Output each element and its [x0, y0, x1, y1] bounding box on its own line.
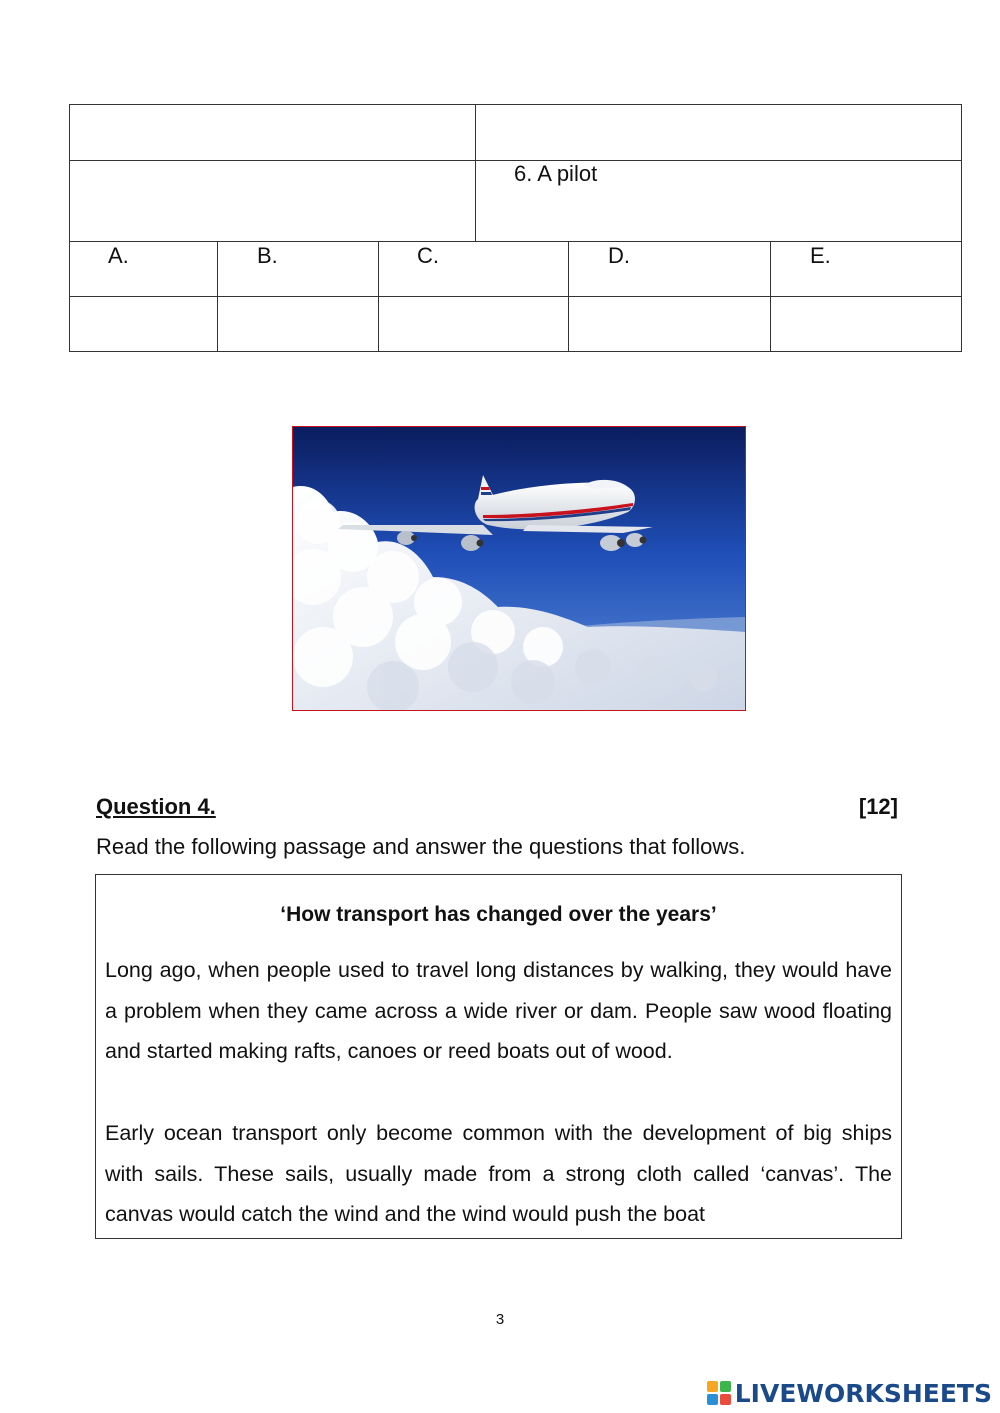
brand-name: LIVEWORKSHEETS — [734, 1378, 992, 1408]
airplane-illustration — [293, 427, 745, 710]
option-label-e: E. — [810, 243, 831, 268]
option-label-c: C. — [417, 243, 439, 268]
table-border-bottom — [69, 351, 962, 352]
answer-cell-b[interactable] — [218, 297, 378, 351]
option-label-a: A. — [108, 243, 129, 268]
answer-cell-e[interactable] — [771, 297, 961, 351]
option-label-d: D. — [608, 243, 630, 268]
passage-paragraph: Long ago, when people used to travel long distances by walking, they would have a problem when they came across a wide river or dam. People saw wood floating and started making rafts, canoes or reed boats out of wood. — [105, 958, 892, 1063]
question-title: Question 4. — [96, 794, 216, 819]
passage-title: ‘How transport has changed over the years’ — [280, 903, 717, 926]
liveworksheets-brand — [706, 1378, 992, 1408]
item-label-pilot: 6. A pilot — [514, 161, 598, 186]
answer-cell-blank[interactable] — [476, 105, 961, 160]
passage-box — [95, 874, 902, 1239]
question-marks: [12] — [858, 794, 898, 819]
option-label-b: B. — [257, 243, 278, 268]
page-number: 3 — [495, 1311, 505, 1328]
table-row-divider — [69, 241, 962, 242]
answer-cell-a[interactable] — [70, 297, 217, 351]
airplane-photo — [292, 426, 746, 711]
passage-paragraph: Early ocean transport only become common with the development of big ships with sails. These sails, usually made from a strong cloth called ‘canvas’. The canvas would catch the wind and the wind would push the boat — [105, 1121, 892, 1226]
answer-cell-d[interactable] — [569, 297, 770, 351]
liveworksheets-logo-icon — [706, 1380, 732, 1406]
table-border-right — [961, 104, 962, 352]
answer-cell-c[interactable] — [379, 297, 568, 351]
question-instruction: Read the following passage and answer the questions that follows. — [96, 834, 746, 859]
answer-cell-blank[interactable] — [70, 105, 475, 160]
answer-cell-blank[interactable] — [70, 161, 475, 241]
